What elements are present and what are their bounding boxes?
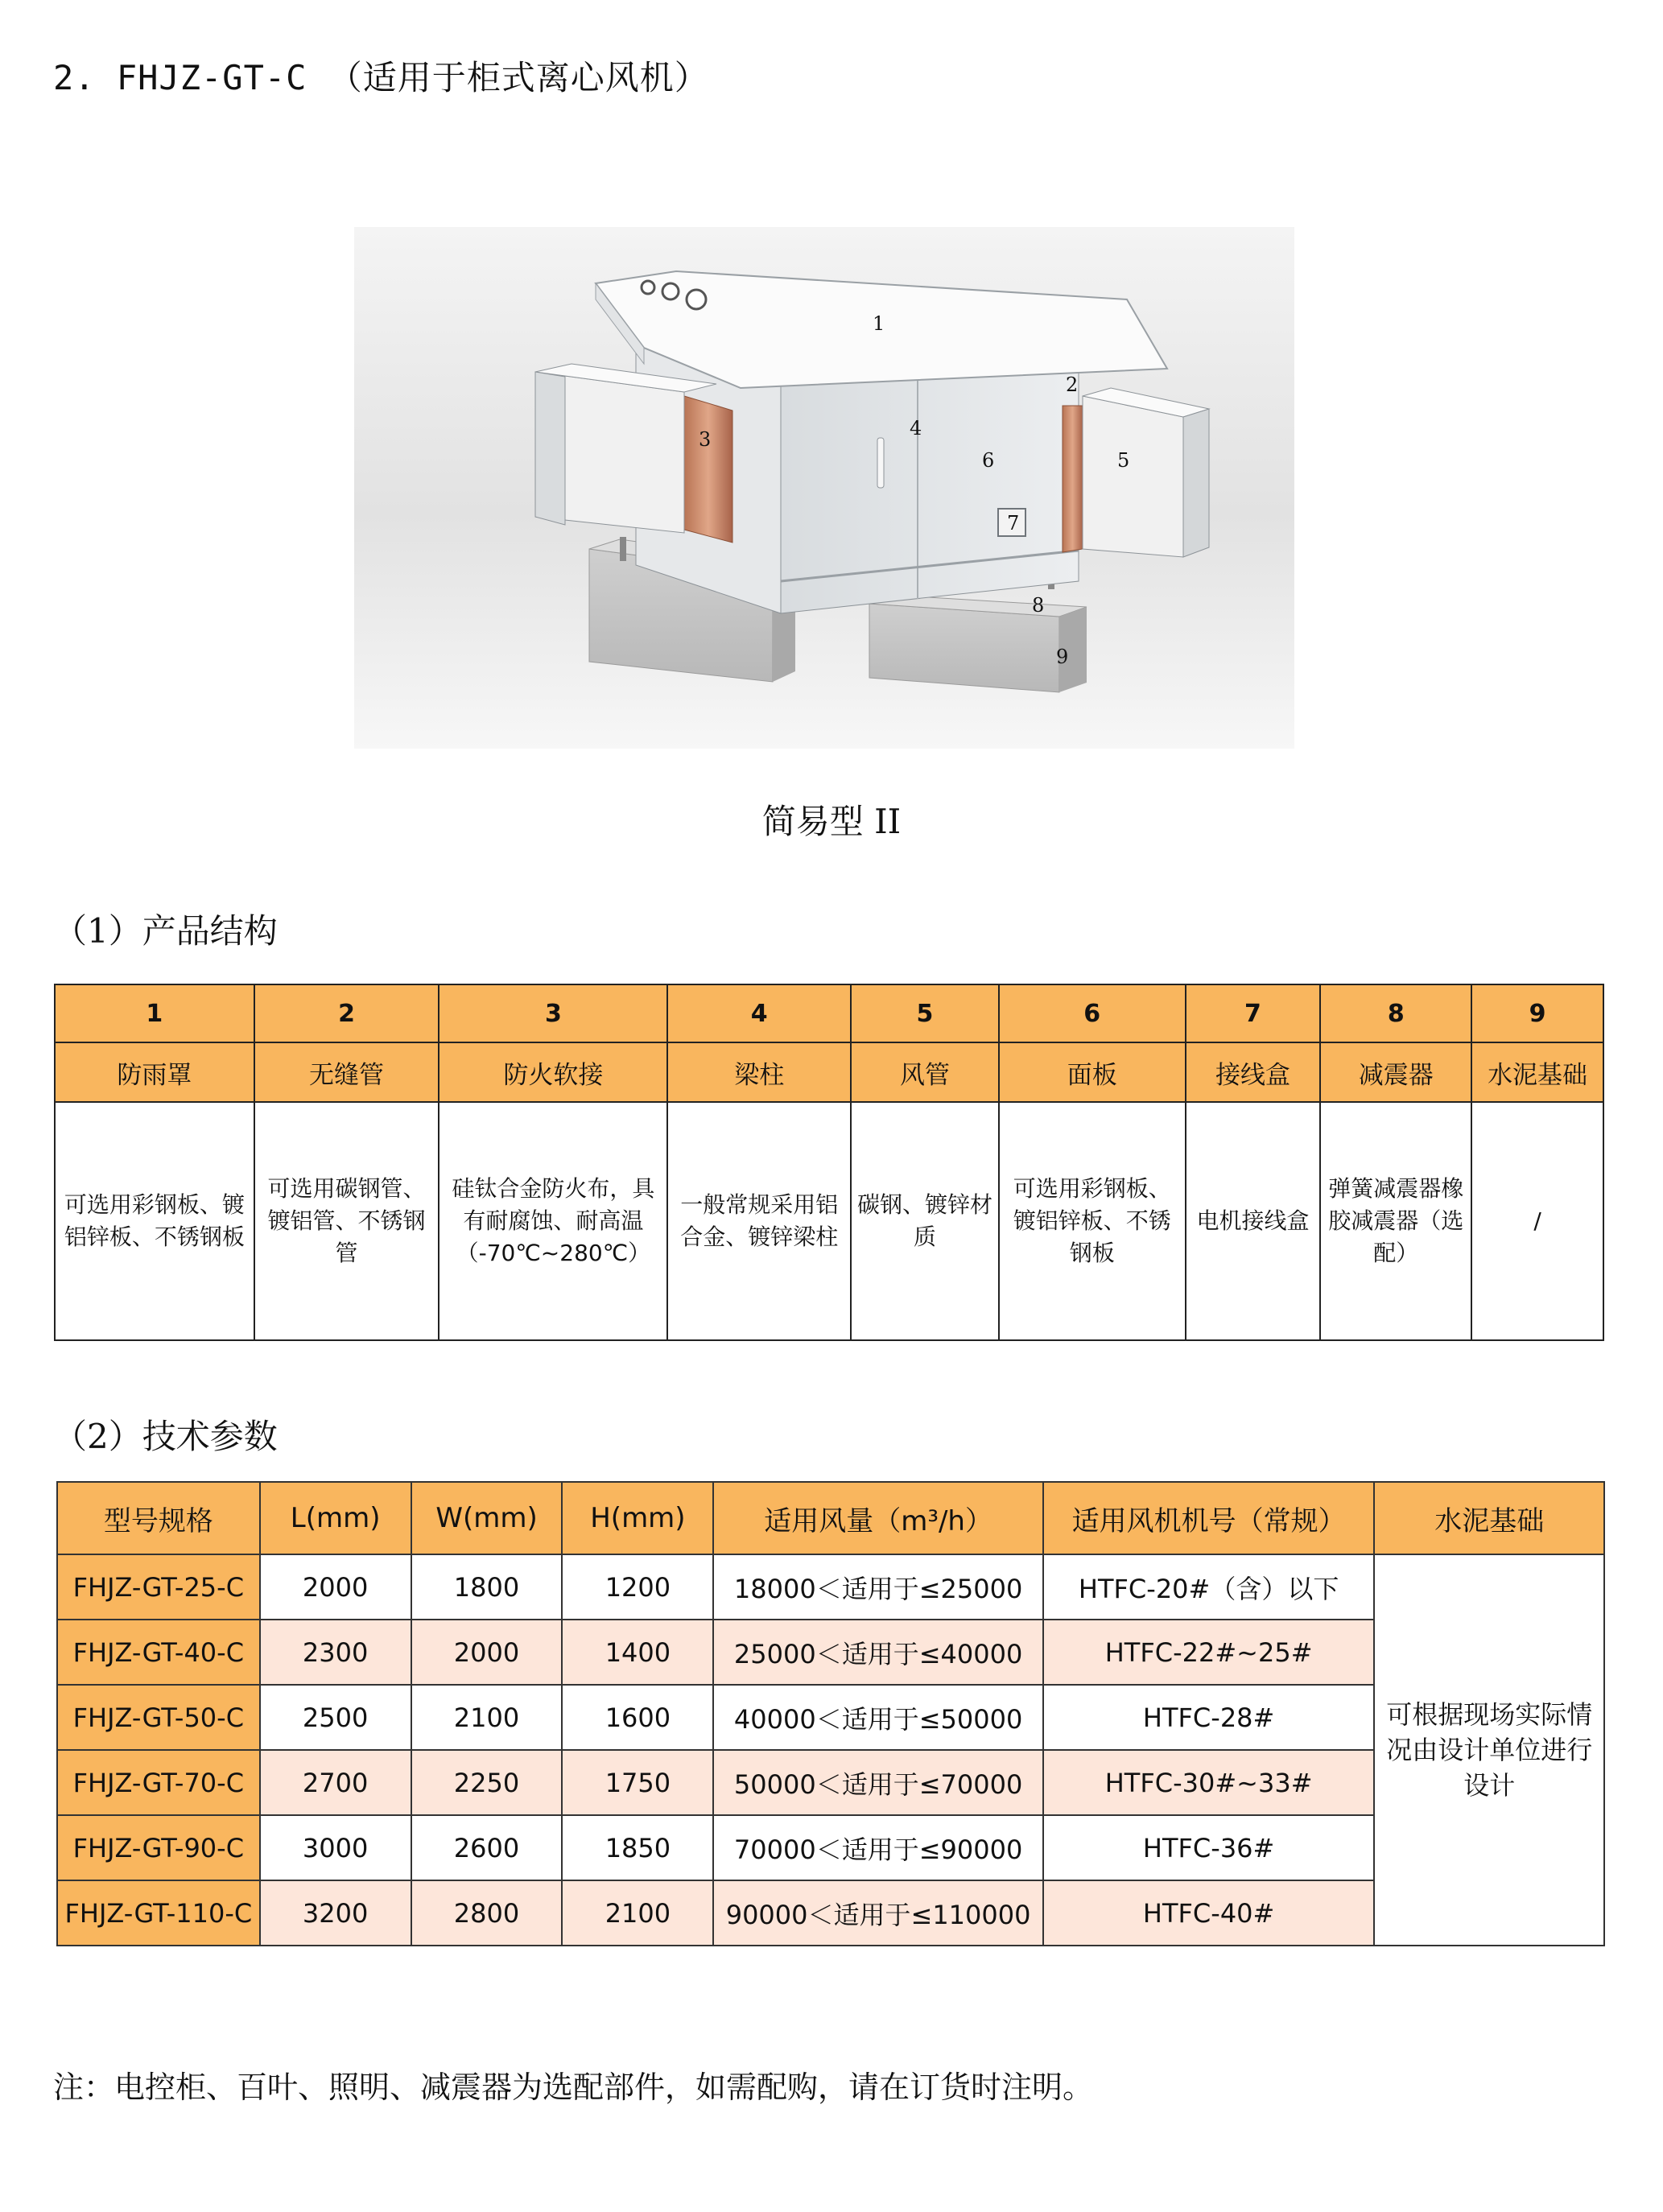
structure-name-cell: 水泥基础 bbox=[1471, 1042, 1603, 1102]
airflow-cell: 25000＜适用于≤40000 bbox=[713, 1620, 1043, 1685]
length-cell: 2500 bbox=[260, 1685, 411, 1750]
structure-desc-cell: 电机接线盒 bbox=[1186, 1102, 1321, 1340]
airflow-cell: 18000＜适用于≤25000 bbox=[713, 1554, 1043, 1620]
table-row bbox=[57, 1554, 1604, 1620]
model-cell: FHJZ-GT-70-C bbox=[57, 1750, 260, 1815]
section-title-tech: （2）技术参数 bbox=[53, 1417, 278, 1456]
model-cell: FHJZ-GT-40-C bbox=[57, 1620, 260, 1685]
height-cell: 2100 bbox=[562, 1880, 713, 1946]
model-cell: FHJZ-GT-50-C bbox=[57, 1685, 260, 1750]
structure-name-cell: 减震器 bbox=[1320, 1042, 1471, 1102]
section-title-structure: （1）产品结构 bbox=[53, 911, 278, 951]
structure-number-cell: 5 bbox=[851, 984, 999, 1042]
callout-3: 3 bbox=[699, 428, 712, 451]
airflow-cell: 70000＜适用于≤90000 bbox=[713, 1815, 1043, 1880]
structure-name-cell: 风管 bbox=[851, 1042, 999, 1102]
airflow-cell: 50000＜适用于≤70000 bbox=[713, 1750, 1043, 1815]
structure-number-cell: 9 bbox=[1471, 984, 1603, 1042]
structure-number-cell: 8 bbox=[1320, 984, 1471, 1042]
structure-name-cell: 接线盒 bbox=[1186, 1042, 1321, 1102]
length-cell: 3000 bbox=[260, 1815, 411, 1880]
callout-2: 2 bbox=[1066, 373, 1079, 396]
structure-number-cell: 6 bbox=[999, 984, 1186, 1042]
structure-desc-cell: 弹簧减震器橡胶减震器（选配） bbox=[1320, 1102, 1471, 1340]
fan-model-cell: HTFC-22#~25# bbox=[1043, 1620, 1375, 1685]
base-note-cell: 可根据现场实际情况由设计单位进行设计 bbox=[1374, 1554, 1604, 1946]
fan-model-cell: HTFC-20#（含）以下 bbox=[1043, 1554, 1375, 1620]
product-illustration bbox=[354, 227, 1294, 749]
structure-name-cell: 梁柱 bbox=[667, 1042, 851, 1102]
tech-params-table bbox=[56, 1481, 1605, 1946]
structure-name-cell: 防火软接 bbox=[439, 1042, 667, 1102]
callout-5: 5 bbox=[1117, 449, 1130, 472]
airflow-cell: 40000＜适用于≤50000 bbox=[713, 1685, 1043, 1750]
width-cell: 2250 bbox=[411, 1750, 563, 1815]
fan-model-cell: HTFC-40# bbox=[1043, 1880, 1375, 1946]
structure-desc-cell: 可选用碳钢管、镀铝管、不锈钢管 bbox=[254, 1102, 439, 1340]
structure-name-cell: 无缝管 bbox=[254, 1042, 439, 1102]
structure-desc-cell: 可选用彩钢板、镀铝锌板、不锈钢板 bbox=[55, 1102, 254, 1340]
table-header: 型号规格 bbox=[57, 1482, 260, 1554]
structure-desc-cell: 可选用彩钢板、镀铝锌板、不锈钢板 bbox=[999, 1102, 1186, 1340]
height-cell: 1600 bbox=[562, 1685, 713, 1750]
fan-model-cell: HTFC-28# bbox=[1043, 1685, 1375, 1750]
table-header: H(mm) bbox=[562, 1482, 713, 1554]
table-header: 适用风机机号（常规） bbox=[1043, 1482, 1375, 1554]
callout-6: 6 bbox=[982, 449, 995, 472]
structure-name-cell: 防雨罩 bbox=[55, 1042, 254, 1102]
width-cell: 1800 bbox=[411, 1554, 563, 1620]
callout-4: 4 bbox=[910, 417, 922, 440]
structure-number-cell: 7 bbox=[1186, 984, 1321, 1042]
table-row bbox=[57, 1880, 1604, 1946]
width-cell: 2600 bbox=[411, 1815, 563, 1880]
model-cell: FHJZ-GT-90-C bbox=[57, 1815, 260, 1880]
height-cell: 1400 bbox=[562, 1620, 713, 1685]
callout-1: 1 bbox=[873, 312, 885, 335]
table-header: L(mm) bbox=[260, 1482, 411, 1554]
table-row bbox=[57, 1815, 1604, 1880]
fan-model-cell: HTFC-30#~33# bbox=[1043, 1750, 1375, 1815]
structure-table bbox=[54, 984, 1604, 1341]
width-cell: 2800 bbox=[411, 1880, 563, 1946]
length-cell: 2700 bbox=[260, 1750, 411, 1815]
structure-number-cell: 4 bbox=[667, 984, 851, 1042]
height-cell: 1850 bbox=[562, 1815, 713, 1880]
callout-8: 8 bbox=[1032, 594, 1045, 617]
figure-caption: 简易型 II bbox=[761, 802, 902, 841]
height-cell: 1750 bbox=[562, 1750, 713, 1815]
length-cell: 3200 bbox=[260, 1880, 411, 1946]
table-row bbox=[57, 1685, 1604, 1750]
structure-desc-cell: 一般常规采用铝合金、镀锌梁柱 bbox=[667, 1102, 851, 1340]
structure-name-cell: 面板 bbox=[999, 1042, 1186, 1102]
height-cell: 1200 bbox=[562, 1554, 713, 1620]
structure-desc-cell: 碳钢、镀锌材质 bbox=[851, 1102, 999, 1340]
page-title: 2. FHJZ-GT-C （适用于柜式离心风机） bbox=[53, 58, 709, 97]
callout-9: 9 bbox=[1056, 646, 1069, 668]
length-cell: 2000 bbox=[260, 1554, 411, 1620]
model-cell: FHJZ-GT-25-C bbox=[57, 1554, 260, 1620]
table-header: 适用风量（m³/h） bbox=[713, 1482, 1043, 1554]
airflow-cell: 90000＜适用于≤110000 bbox=[713, 1880, 1043, 1946]
table-header: 水泥基础 bbox=[1374, 1482, 1604, 1554]
structure-number-cell: 1 bbox=[55, 984, 254, 1042]
structure-number-cell: 2 bbox=[254, 984, 439, 1042]
length-cell: 2300 bbox=[260, 1620, 411, 1685]
table-row bbox=[57, 1750, 1604, 1815]
fan-model-cell: HTFC-36# bbox=[1043, 1815, 1375, 1880]
width-cell: 2100 bbox=[411, 1685, 563, 1750]
width-cell: 2000 bbox=[411, 1620, 563, 1685]
model-cell: FHJZ-GT-110-C bbox=[57, 1880, 260, 1946]
callout-7: 7 bbox=[1007, 512, 1020, 534]
structure-desc-cell: 硅钛合金防火布，具有耐腐蚀、耐高温（-70℃~280℃） bbox=[439, 1102, 667, 1340]
structure-number-cell: 3 bbox=[439, 984, 667, 1042]
table-row bbox=[57, 1620, 1604, 1685]
footnote: 注：电控柜、百叶、照明、减震器为选配部件，如需配购，请在订货时注明。 bbox=[53, 2070, 1094, 2105]
table-header: W(mm) bbox=[411, 1482, 563, 1554]
structure-desc-cell: / bbox=[1471, 1102, 1603, 1340]
